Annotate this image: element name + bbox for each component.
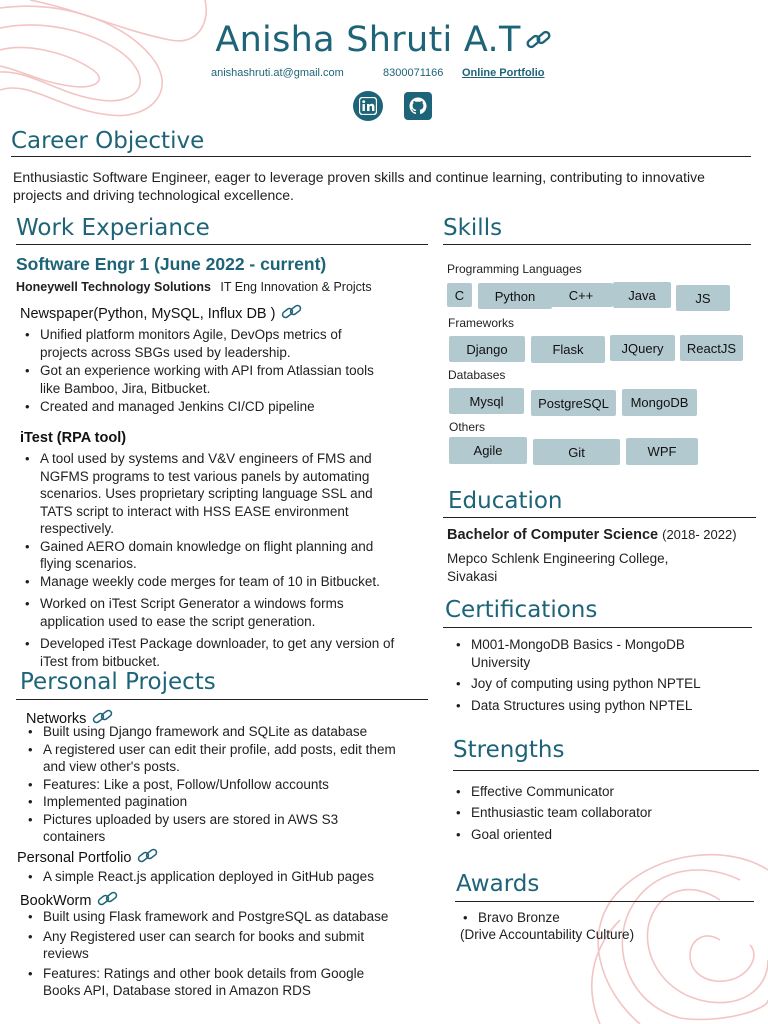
newspaper-bullets xyxy=(20,326,390,416)
list-item: • Built using Flask framework and PostgreSQL as database xyxy=(23,908,403,926)
skill-category-label: Programming Languages xyxy=(447,262,582,276)
project-networks-title: Networks xyxy=(26,708,114,730)
list-item: • Created and managed Jenkins CI/CD pipeline xyxy=(20,398,390,416)
section-divider xyxy=(443,517,756,518)
list-item: • Data Structures using python NPTEL xyxy=(451,697,736,715)
project-bookworm-title: BookWorm xyxy=(20,890,119,912)
strengths-heading: Strengths xyxy=(453,737,565,763)
career-objective-heading: Career Objective xyxy=(11,128,205,154)
link-icon[interactable] xyxy=(137,847,159,869)
email-text[interactable]: anishashruti.at@gmail.com xyxy=(211,67,344,79)
project-itest-title: iTest (RPA tool) xyxy=(20,430,127,446)
skill-chip: Django xyxy=(449,336,525,362)
skill-chip: Python xyxy=(478,283,552,309)
certifications-list xyxy=(451,636,736,714)
skill-chip: Agile xyxy=(449,437,527,464)
skill-chip: Git xyxy=(533,439,620,465)
skill-category-label: Frameworks xyxy=(448,316,515,330)
project-newspaper-title: Newspaper(Python, MySQL, Influx DB ) xyxy=(20,303,303,325)
section-divider xyxy=(443,627,752,628)
section-divider xyxy=(16,699,428,700)
skill-category-label: Others xyxy=(449,420,486,434)
online-portfolio-link[interactable]: Online Portfolio xyxy=(462,67,545,79)
list-item: • Got an experience working with API from Atlassian tools like Bamboo, Jira, Bitbucket. xyxy=(20,362,390,397)
skill-chip: C++ xyxy=(549,283,613,307)
list-item: • Features: Ratings and other book details from Google Books API, Database stored in Amazon RDS xyxy=(23,965,403,1000)
list-item: • Features: Like a post, Follow/Unfollow accounts xyxy=(23,776,403,794)
list-item: • Enthusiastic team collaborator xyxy=(451,804,741,822)
list-item: • A registered user can edit their profile, add posts, edit them and view other's posts. xyxy=(23,741,403,776)
skill-chip: WPF xyxy=(626,438,698,465)
bookworm-bullets xyxy=(23,908,403,1000)
itest-bullets xyxy=(20,450,395,670)
degree-years: (2018- 2022) xyxy=(662,527,737,542)
phone-text: 8300071166 xyxy=(383,67,444,79)
skill-chip: JQuery xyxy=(610,335,675,361)
list-item: • Implemented pagination xyxy=(23,793,403,811)
career-objective-text: Enthusiastic Software Engineer, eager to leverage proven skills and continue learning, contributing to innovative projects and driving technological excellence. xyxy=(13,169,705,203)
personal-projects-heading: Personal Projects xyxy=(20,669,216,695)
college-name: Mepco Schlenk Engineering College, Sivakasi xyxy=(447,551,669,584)
list-item: • Effective Communicator xyxy=(451,783,741,801)
networks-bullets xyxy=(23,723,403,846)
work-experience-heading: Work Experiance xyxy=(16,215,210,241)
project-portfolio-title: Personal Portfolio xyxy=(17,847,159,869)
list-item: • Unified platform monitors Agile, DevOps metrics of projects across SBGs used by leadership. xyxy=(20,326,390,361)
list-item: • M001-MongoDB Basics - MongoDB University xyxy=(451,636,736,671)
award-note: (Drive Accountability Culture) xyxy=(460,927,635,942)
list-item: • Developed iTest Package downloader, to get any version of iTest from bitbucket. xyxy=(20,635,395,670)
skill-chip: MongoDB xyxy=(622,389,697,416)
list-item: • Worked on iTest Script Generator a windows forms application used to ease the script generation. xyxy=(20,595,395,630)
list-item: • Built using Django framework and SQLite as database xyxy=(23,723,403,741)
github-icon[interactable] xyxy=(404,92,432,120)
skill-chip: Java xyxy=(613,282,671,308)
list-item: • Manage weekly code merges for team of 10 in Bitbucket. xyxy=(20,573,395,591)
list-item: • A simple React.js application deployed in GitHub pages xyxy=(23,868,423,886)
skill-chip: ReactJS xyxy=(680,335,743,361)
skill-chip: Mysql xyxy=(449,388,524,414)
list-item: • Goal oriented xyxy=(451,826,741,844)
awards-list xyxy=(458,909,738,927)
department-name: IT Eng Innovation & Projcts xyxy=(220,280,372,294)
portfolio-bullets xyxy=(23,868,423,886)
job-title: Software Engr 1 (June 2022 - current) xyxy=(16,254,327,274)
candidate-name: Anisha Shruti A.T xyxy=(0,20,768,61)
section-divider xyxy=(16,244,428,245)
section-divider xyxy=(453,770,759,771)
link-icon[interactable] xyxy=(525,21,553,61)
link-icon[interactable] xyxy=(281,303,303,325)
section-divider xyxy=(455,901,754,902)
list-item: • Bravo Bronze xyxy=(458,909,738,927)
degree-line xyxy=(447,527,737,543)
strengths-list xyxy=(451,783,741,844)
list-item: • Gained AERO domain knowledge on flight planning and flying scenarios. xyxy=(20,538,395,573)
degree-name: Bachelor of Computer Science xyxy=(447,527,659,543)
education-heading: Education xyxy=(448,488,563,514)
skill-chip: Flask xyxy=(531,336,605,363)
certifications-heading: Certifications xyxy=(445,597,598,623)
skill-category-label: Databases xyxy=(448,368,506,382)
section-divider xyxy=(443,244,751,245)
section-divider xyxy=(11,156,751,157)
list-item: • Any Registered user can search for books and submit reviews xyxy=(23,928,403,963)
skill-chip: JS xyxy=(676,285,730,311)
skill-chip: C xyxy=(447,283,472,307)
skill-chip: PostgreSQL xyxy=(531,390,616,416)
awards-heading: Awards xyxy=(456,871,540,897)
skills-heading: Skills xyxy=(443,215,503,241)
list-item: • A tool used by systems and V&V engineers of FMS and NGFMS programs to test various panels by automating scenarios. Uses proprietary scripting language SSL and TATS script to interact with HSS EASE environment respectively. xyxy=(20,450,395,538)
list-item: • Pictures uploaded by users are stored in AWS S3 containers xyxy=(23,811,403,846)
list-item: • Joy of computing using python NPTEL xyxy=(451,675,736,693)
company-line xyxy=(16,280,372,294)
company-name: Honeywell Technology Solutions xyxy=(16,280,211,294)
linkedin-icon[interactable] xyxy=(353,91,383,121)
